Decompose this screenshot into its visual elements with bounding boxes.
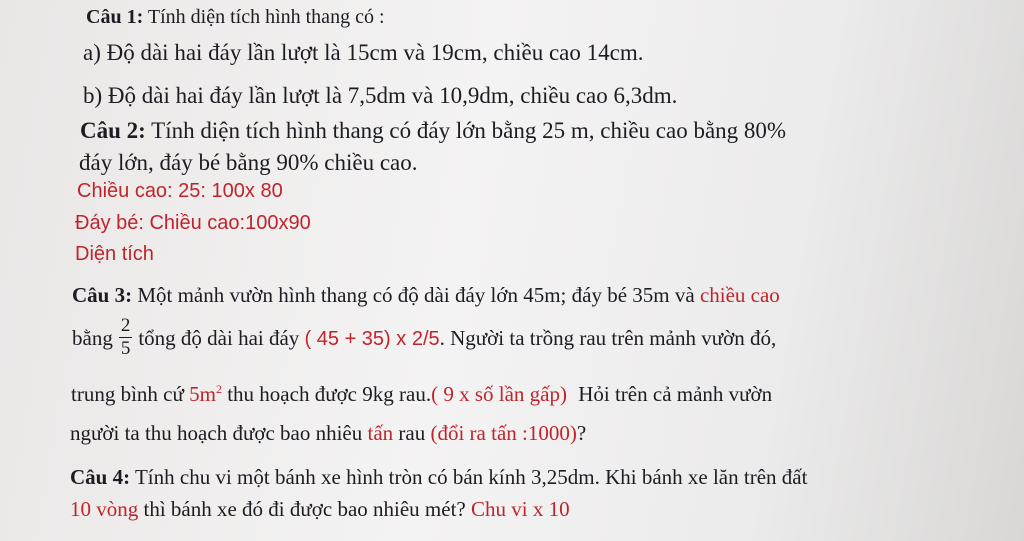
q3-label: Câu 3: <box>72 283 133 307</box>
fraction-numerator: 2 <box>120 315 131 336</box>
q3-line4 <box>70 422 586 445</box>
q4-rotations: 10 vòng <box>70 497 139 521</box>
q4-l2-mid: thì bánh xe đó đi được bao nhiêu mét? <box>138 497 471 521</box>
q1-part-a: a) Độ dài hai đáy lần lượt là 15cm và 19cm, chiều cao 14cm. <box>83 40 644 65</box>
q3-line1 <box>72 284 780 307</box>
fraction-two-fifths <box>119 315 133 360</box>
q3-l4-mid: rau <box>393 421 431 445</box>
q3-line2 <box>72 315 777 363</box>
q1-label: Câu 1: <box>86 6 144 28</box>
q2-text: Tính diện tích hình thang có đáy lớn bằng 25 m, chiều cao bằng 80% <box>151 118 787 143</box>
q3-height-highlight: chiều cao <box>699 283 780 307</box>
fraction-denominator: 5 <box>120 337 131 359</box>
q3-area-unit <box>189 382 222 406</box>
q3-conversion-note: (đổi ra tấn :1000) <box>430 421 577 445</box>
q3-l3-end: Hỏi trên cả mảnh vườn <box>578 382 773 406</box>
q4-label: Câu 4: <box>70 465 131 489</box>
q4-line2 <box>70 498 570 521</box>
q4-text1: Tính chu vi một bánh xe hình tròn có bán kính 3,25dm. Khi bánh xe lăn trên đất <box>134 465 808 489</box>
q4-calc-note: Chu vi x 10 <box>471 497 570 521</box>
q2-line <box>80 118 786 143</box>
q2-note-height: Chiều cao: 25: 100x 80 <box>77 180 283 202</box>
q2-note-area: Diện tích <box>75 243 154 265</box>
q3-l2-end: . Người ta trồng rau trên mảnh vườn đó, <box>439 326 777 351</box>
q3-l3-calc: ( 9 x số lần gấp) <box>431 382 567 406</box>
q3-l2-mid: tổng độ dài hai đáy <box>138 326 300 351</box>
q2-label: Câu 2: <box>80 118 146 143</box>
q1-part-b: b) Độ dài hai đáy lần lượt là 7,5dm và 10,9dm, chiều cao 6,3dm. <box>83 83 678 108</box>
q3-l4-start: người ta thu hoạch được bao nhiêu <box>70 421 368 445</box>
q1-line <box>86 6 385 28</box>
q3-l2-calc: ( 45 + 35) x 2/5 <box>304 328 440 351</box>
q3-l3-mid: thu hoạch được 9kg rau. <box>227 382 432 406</box>
q3-l4-end: ? <box>576 421 587 445</box>
q3-text1: Một mảnh vườn hình thang có độ dài đáy lớn 45m; đáy bé 35m và <box>137 283 700 307</box>
q2-text-cont: đáy lớn, đáy bé bằng 90% chiều cao. <box>79 150 418 175</box>
q3-area-value: 5m <box>189 382 216 406</box>
q1-text: Tính diện tích hình thang có : <box>147 6 385 28</box>
q2-note-small-base: Đáy bé: Chiều cao:100x90 <box>75 212 311 234</box>
q3-area-exponent: 2 <box>215 382 222 396</box>
q3-l3-start: trung bình cứ <box>71 382 184 406</box>
q4-line1 <box>70 466 807 489</box>
q3-ton-highlight: tấn <box>367 421 394 445</box>
q3-l2-start: bằng <box>72 326 113 351</box>
q3-line3 <box>71 383 772 406</box>
